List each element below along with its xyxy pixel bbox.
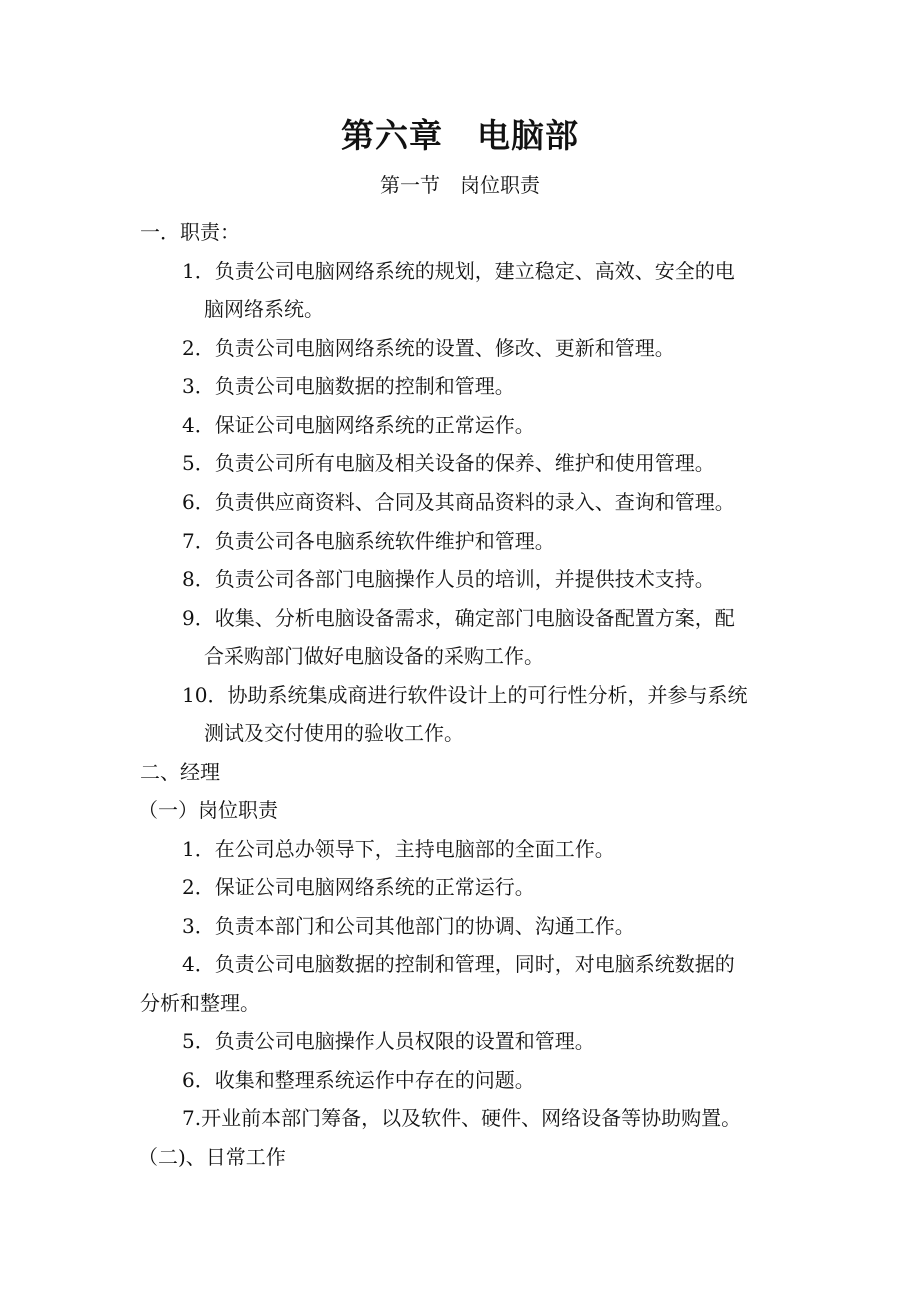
duty-item-2: 2．负责公司电脑网络系统的设置、修改、更新和管理。 (182, 336, 675, 360)
subsection-heading-responsibilities: （一）岗位职责 (138, 798, 278, 822)
manager-item-6: 6．收集和整理系统运作中存在的问题。 (182, 1068, 535, 1092)
manager-item-1: 1．在公司总办领导下，主持电脑部的全面工作。 (182, 837, 615, 861)
duty-item-10-cont: 测试及交付使用的验收工作。 (204, 721, 464, 745)
manager-item-7: 7.开业前本部门筹备，以及软件、硬件、网络设备等协助购置。 (182, 1106, 742, 1130)
duty-item-9: 9．收集、分析电脑设备需求，确定部门电脑设备配置方案，配 (182, 606, 735, 630)
duty-item-1: 1．负责公司电脑网络系统的规划，建立稳定、高效、安全的电 (182, 259, 735, 283)
duty-item-10: 10．协助系统集成商进行软件设计上的可行性分析，并参与系统 (182, 683, 748, 707)
section-title: 第一节 岗位职责 (380, 173, 540, 197)
section-heading-duties: 一．职责： (140, 220, 240, 244)
chapter-title: 第六章 电脑部 (341, 116, 579, 155)
manager-item-3: 3．负责本部门和公司其他部门的协调、沟通工作。 (182, 914, 635, 938)
manager-item-2: 2．保证公司电脑网络系统的正常运行。 (182, 875, 535, 899)
duty-item-7: 7．负责公司各电脑系统软件维护和管理。 (182, 529, 555, 553)
duty-item-3: 3．负责公司电脑数据的控制和管理。 (182, 374, 515, 398)
duty-item-8: 8．负责公司各部门电脑操作人员的培训，并提供技术支持。 (182, 567, 715, 591)
duty-item-1-cont: 脑网络系统。 (204, 297, 324, 321)
duty-item-5: 5．负责公司所有电脑及相关设备的保养、维护和使用管理。 (182, 451, 715, 475)
manager-item-5: 5．负责公司电脑操作人员权限的设置和管理。 (182, 1029, 595, 1053)
duty-item-6: 6．负责供应商资料、合同及其商品资料的录入、查询和管理。 (182, 490, 735, 514)
duty-item-4: 4．保证公司电脑网络系统的正常运作。 (182, 413, 535, 437)
manager-item-4: 4．负责公司电脑数据的控制和管理，同时，对电脑系统数据的 (182, 952, 735, 976)
duty-item-9-cont: 合采购部门做好电脑设备的采购工作。 (204, 644, 544, 668)
section-heading-manager: 二、经理 (140, 760, 220, 784)
manager-item-4-cont: 分析和整理。 (140, 991, 260, 1015)
subsection-heading-daily-work: （二)、日常工作 (138, 1145, 286, 1169)
